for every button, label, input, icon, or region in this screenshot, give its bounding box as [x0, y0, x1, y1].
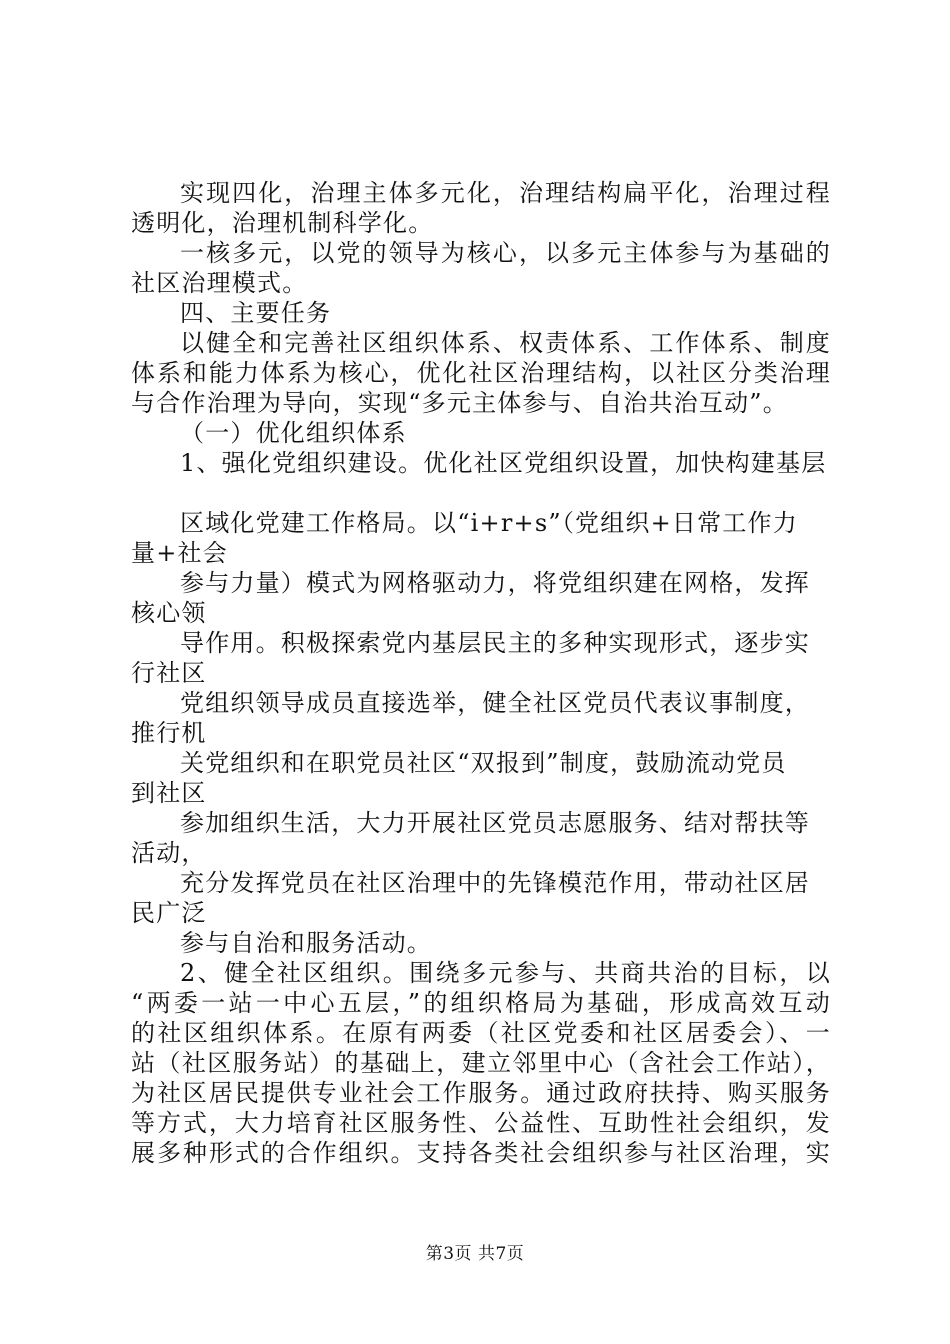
text-line: 核心领 [131, 599, 207, 627]
text-line: 参加组织生活，大力开展社区党员志愿服务、结对帮扶等 [180, 809, 810, 837]
text-line: 展多种形式的合作组织。支持各类社会组织参与社区治理，实 [131, 1139, 831, 1167]
text-line: 实现四化，治理主体多元化，治理结构扁平化，治理过程 [180, 179, 831, 207]
text-line: 社区治理模式。 [131, 269, 308, 297]
text-line: 行社区 [131, 659, 207, 687]
text-line: 活动， [131, 839, 207, 867]
text-line: 参与自治和服务活动。 [180, 929, 432, 957]
text-line: 透明化，治理机制科学化。 [131, 209, 434, 237]
text-line: 以健全和完善社区组织体系、权责体系、工作体系、制度 [180, 329, 831, 357]
text-line: 民广泛 [131, 899, 207, 927]
text-line: 与合作治理为导向，实现“多元主体参与、自治共治互动”。 [131, 389, 788, 417]
text-line: 党组织领导成员直接选举，健全社区党员代表议事制度， [180, 689, 810, 717]
text-line: 站（社区服务站）的基础上，建立邻里中心（含社会工作站）， [131, 1049, 831, 1077]
text-line: 参与力量）模式为网格驱动力，将党组织建在网格，发挥 [180, 569, 810, 597]
text-line: 等方式，大力培育社区服务性、公益性、互助性社会组织，发 [131, 1109, 831, 1137]
text-line: 为社区居民提供专业社会工作服务。通过政府扶持、购买服务 [131, 1079, 831, 1107]
text-line: 的社区组织体系。在原有两委（社区党委和社区居委会）、一 [131, 1019, 831, 1047]
text-line: 1、强化党组织建设。优化社区党组织设置，加快构建基层 [180, 449, 827, 477]
page-number-footer: 第3页 共7页 [425, 1244, 525, 1264]
text-line: 关党组织和在职党员社区“双报到”制度，鼓励流动党员 [180, 749, 787, 777]
text-line: 2、健全社区组织。围绕多元参与、共商共治的目标，以 [180, 959, 831, 987]
text-line: 量+社会 [131, 539, 228, 567]
text-line: 充分发挥党员在社区治理中的先锋模范作用，带动社区居 [180, 869, 810, 897]
text-line: 推行机 [131, 719, 207, 747]
text-line: 导作用。积极探索党内基层民主的多种实现形式，逐步实 [180, 629, 810, 657]
subsection-heading: （一）优化组织体系 [180, 419, 407, 447]
text-line: 到社区 [131, 779, 207, 807]
text-line: 一核多元，以党的领导为核心，以多元主体参与为基础的 [180, 239, 831, 267]
text-line: 体系和能力体系为核心，优化社区治理结构，以社区分类治理 [131, 359, 831, 387]
section-heading: 四、主要任务 [180, 299, 332, 327]
text-line: “两委一站一中心五层，”的组织格局为基础，形成高效互动 [131, 989, 831, 1017]
text-line: 区域化党建工作格局。以“i+r+s”（党组织+日常工作力 [180, 509, 798, 537]
